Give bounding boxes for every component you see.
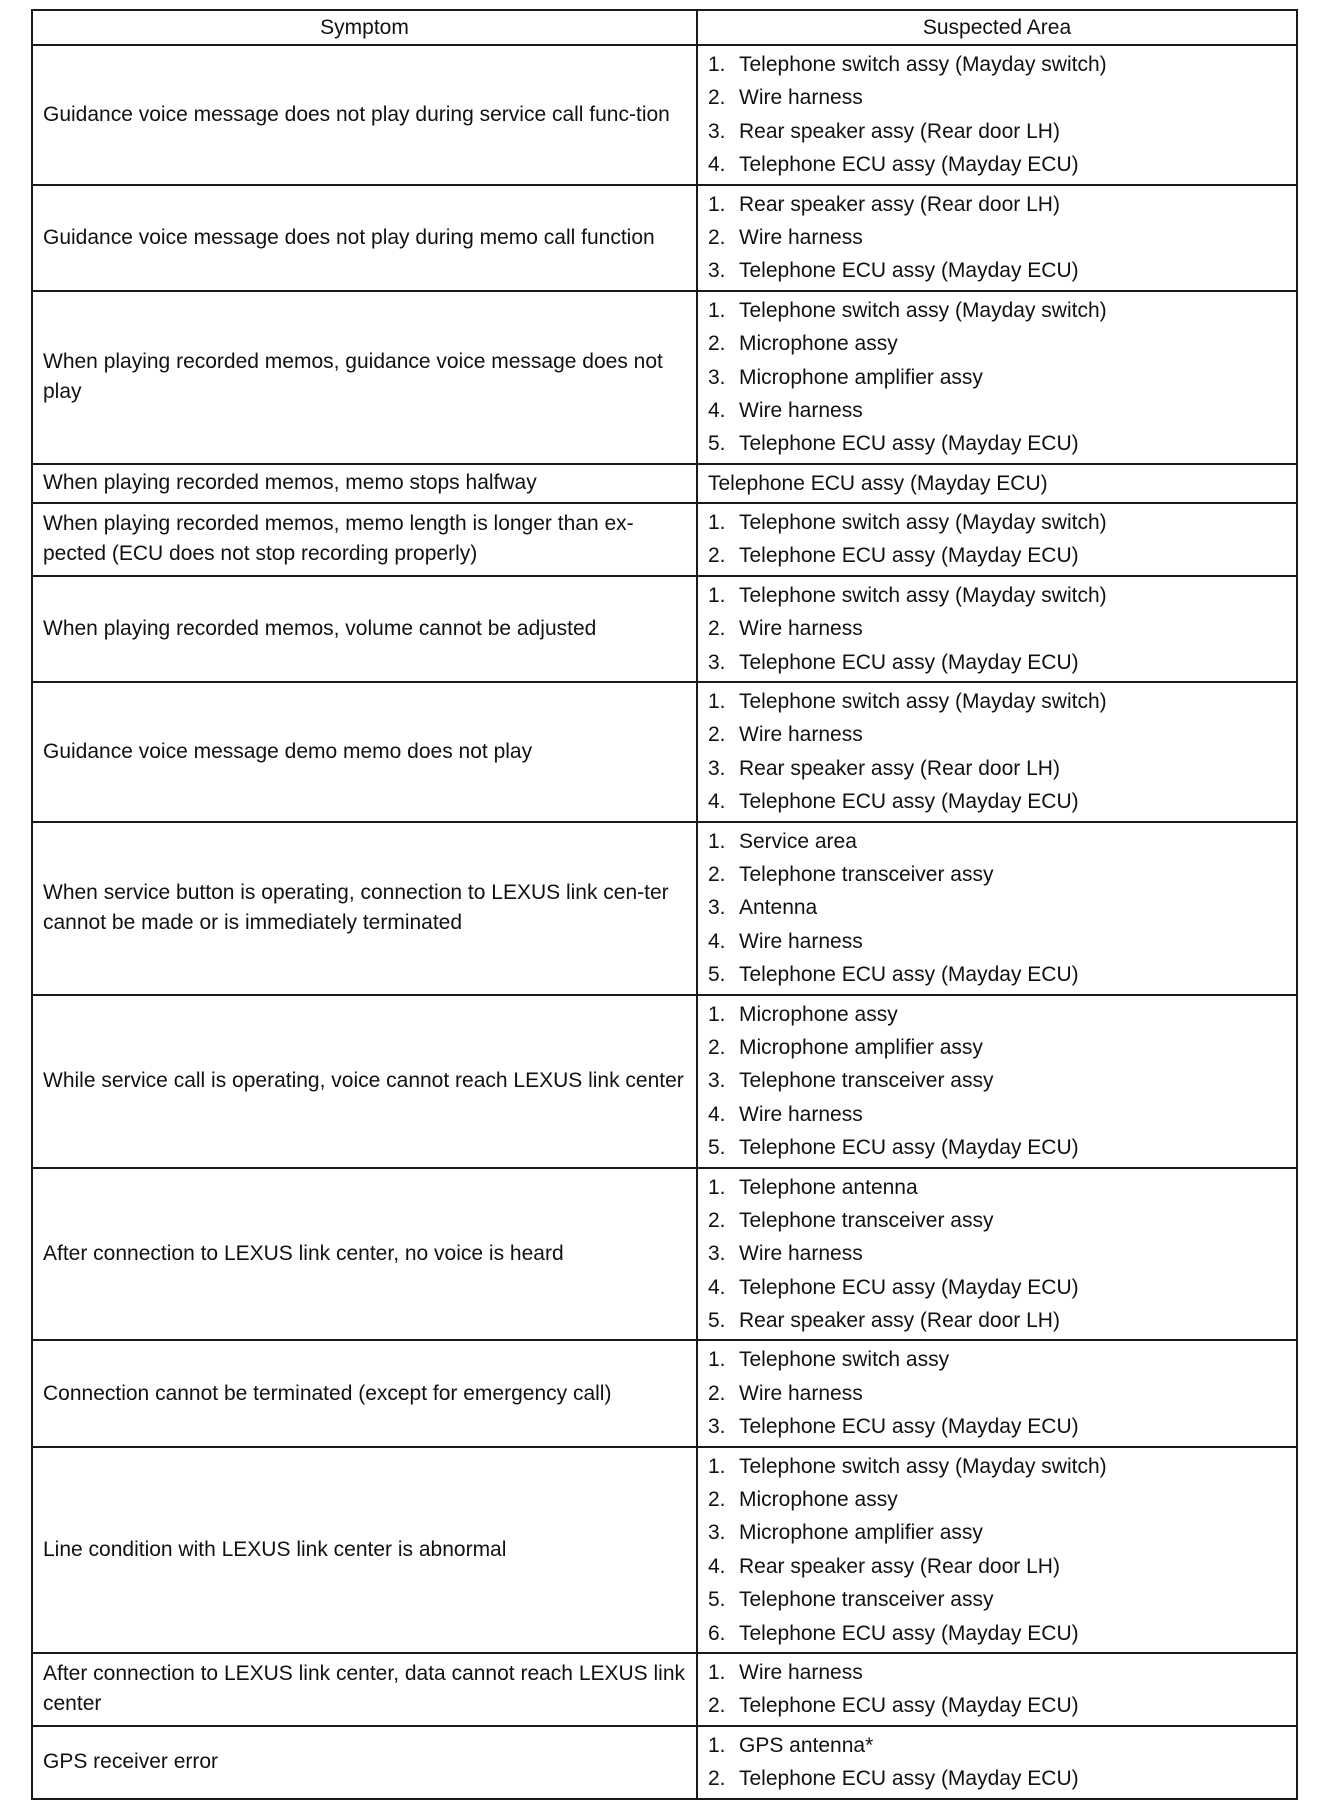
item-number: 1. — [708, 829, 726, 853]
item-number: 2. — [708, 1035, 726, 1059]
suspected-area-text: Wire harness — [739, 1102, 863, 1126]
suspected-area-item — [708, 467, 1288, 500]
suspected-area-item — [708, 1171, 1288, 1204]
suspected-area-text: Telephone ECU assy (Mayday ECU) — [739, 650, 1079, 674]
suspected-area-text: Telephone ECU assy (Mayday ECU) — [739, 963, 1079, 987]
suspected-area-cell — [697, 995, 1297, 1168]
item-number: 3. — [708, 650, 726, 674]
suspected-area-cell — [697, 1726, 1297, 1799]
symptom-cell: Guidance voice message demo memo does not play — [32, 682, 697, 822]
suspected-area-text: Wire harness — [739, 398, 863, 422]
suspected-area-item — [708, 506, 1288, 539]
item-number: 2. — [708, 723, 726, 747]
symptom-cell: After connection to LEXUS link center, data cannot reach LEXUS link center — [32, 1653, 697, 1726]
item-number: 1. — [708, 1660, 726, 1684]
suspected-area-text: Telephone switch assy (Mayday switch) — [739, 511, 1107, 535]
suspected-area-item — [708, 188, 1288, 221]
table-row — [32, 1653, 1297, 1726]
item-number: 4. — [708, 1554, 726, 1578]
suspected-area-item — [708, 1204, 1288, 1237]
suspected-area-cell — [697, 464, 1297, 503]
suspected-area-cell — [697, 185, 1297, 291]
item-number: 2. — [708, 86, 726, 110]
symptom-cell: When playing recorded memos, volume cannot be adjusted — [32, 576, 697, 682]
table-row — [32, 822, 1297, 995]
suspected-area-item — [708, 361, 1288, 394]
suspected-area-item — [708, 752, 1288, 785]
item-number: 4. — [708, 398, 726, 422]
suspected-area-cell — [697, 1340, 1297, 1446]
suspected-area-item — [708, 1064, 1288, 1097]
table-row — [32, 1726, 1297, 1799]
suspected-area-text: Rear speaker assy (Rear door LH) — [739, 192, 1060, 216]
suspected-area-item — [708, 1031, 1288, 1064]
suspected-area-item — [708, 1343, 1288, 1376]
table-row — [32, 1340, 1297, 1446]
item-number: 5. — [708, 1309, 726, 1333]
suspected-area-item — [708, 785, 1288, 818]
suspected-area-text: Wire harness — [739, 617, 863, 641]
symptom-column-header: Symptom — [32, 10, 697, 45]
table-row — [32, 995, 1297, 1168]
suspected-area-item — [708, 1550, 1288, 1583]
suspected-area-item — [708, 394, 1288, 427]
suspected-area-item — [708, 1483, 1288, 1516]
suspected-area-cell — [697, 503, 1297, 576]
item-number: 5. — [708, 432, 726, 456]
suspected-area-item — [708, 891, 1288, 924]
suspected-area-item — [708, 718, 1288, 751]
suspected-area-item — [708, 148, 1288, 181]
suspected-area-text: Rear speaker assy (Rear door LH) — [739, 1554, 1060, 1578]
item-number: 2. — [708, 332, 726, 356]
suspected-area-text: Telephone switch assy — [739, 1348, 950, 1372]
table-row — [32, 503, 1297, 576]
item-number: 1. — [708, 1175, 726, 1199]
suspected-area-item — [708, 1271, 1288, 1304]
suspected-area-text: Microphone amplifier assy — [739, 1035, 983, 1059]
suspected-area-text: Telephone ECU assy (Mayday ECU) — [739, 790, 1079, 814]
item-number: 1. — [708, 1733, 726, 1757]
item-number: 5. — [708, 1588, 726, 1612]
suspected-area-text: Rear speaker assy (Rear door LH) — [739, 1309, 1060, 1333]
suspected-area-text: Telephone switch assy (Mayday switch) — [739, 1454, 1107, 1478]
symptom-cell: After connection to LEXUS link center, no voice is heard — [32, 1168, 697, 1341]
item-number: 1. — [708, 192, 726, 216]
suspected-area-cell — [697, 1168, 1297, 1341]
item-number: 4. — [708, 790, 726, 814]
suspected-area-item — [708, 1656, 1288, 1689]
suspected-area-cell — [697, 1447, 1297, 1653]
suspected-area-item — [708, 1729, 1288, 1762]
item-number: 1. — [708, 1002, 726, 1026]
item-number: 2. — [708, 1767, 726, 1791]
suspected-area-text: Telephone transceiver assy — [739, 1588, 994, 1612]
suspected-area-text: Rear speaker assy (Rear door LH) — [739, 756, 1060, 780]
symptom-cell: When service button is operating, connection to LEXUS link cen-ter cannot be made or is immediately terminated — [32, 822, 697, 995]
symptom-cell: Line condition with LEXUS link center is abnormal — [32, 1447, 697, 1653]
symptom-cell: When playing recorded memos, memo stops halfway — [32, 464, 697, 503]
suspected-area-text: Telephone ECU assy (Mayday ECU) — [708, 471, 1048, 495]
symptom-cell: When playing recorded memos, guidance voice message does not play — [32, 291, 697, 464]
suspected-area-item — [708, 1450, 1288, 1483]
suspected-area-text: Antenna — [739, 896, 818, 920]
table-row — [32, 291, 1297, 464]
suspected-area-text: Telephone transceiver assy — [739, 862, 994, 886]
suspected-area-text: Telephone ECU assy (Mayday ECU) — [739, 1415, 1079, 1439]
suspected-area-item — [708, 1516, 1288, 1549]
item-number: 2. — [708, 544, 726, 568]
suspected-area-text: Telephone switch assy (Mayday switch) — [739, 53, 1107, 76]
suspected-area-item — [708, 1617, 1288, 1650]
suspected-area-cell — [697, 291, 1297, 464]
item-number: 2. — [708, 1208, 726, 1232]
item-number: 3. — [708, 365, 726, 389]
suspected-area-item — [708, 958, 1288, 991]
table-row — [32, 682, 1297, 822]
suspected-area-text: Telephone ECU assy (Mayday ECU) — [739, 1767, 1079, 1791]
suspected-area-text: Wire harness — [739, 1660, 863, 1684]
item-number: 2. — [708, 1381, 726, 1405]
item-number: 1. — [708, 1454, 726, 1478]
suspected-area-text: Telephone switch assy (Mayday switch) — [739, 690, 1107, 714]
item-number: 1. — [708, 690, 726, 714]
suspected-area-item — [708, 1410, 1288, 1443]
suspected-area-text: Microphone amplifier assy — [739, 365, 983, 389]
header-row — [32, 10, 1297, 45]
table-row — [32, 1168, 1297, 1341]
suspected-area-text: Microphone amplifier assy — [739, 1521, 983, 1545]
item-number: 6. — [708, 1621, 726, 1645]
table-row — [32, 185, 1297, 291]
suspected-area-text: Wire harness — [739, 1242, 863, 1266]
suspected-area-text: Telephone switch assy (Mayday switch) — [739, 583, 1107, 607]
suspected-area-item — [708, 81, 1288, 114]
item-number: 2. — [708, 862, 726, 886]
suspected-area-text: Telephone ECU assy (Mayday ECU) — [739, 1694, 1079, 1718]
suspected-area-text: Telephone transceiver assy — [739, 1208, 994, 1232]
suspected-area-item — [708, 48, 1288, 81]
suspected-area-item — [708, 612, 1288, 645]
item-number: 2. — [708, 1488, 726, 1512]
item-number: 4. — [708, 1102, 726, 1126]
item-number: 4. — [708, 153, 726, 177]
suspected-area-item — [708, 646, 1288, 679]
suspected-area-item — [708, 1237, 1288, 1270]
suspected-area-text: Telephone transceiver assy — [739, 1069, 994, 1093]
suspected-area-item — [708, 998, 1288, 1031]
suspected-area-item — [708, 539, 1288, 572]
item-number: 3. — [708, 119, 726, 143]
suspected-area-text: Telephone ECU assy (Mayday ECU) — [739, 1275, 1079, 1299]
suspected-area-text: Telephone switch assy (Mayday switch) — [739, 298, 1107, 322]
symptom-cell: While service call is operating, voice cannot reach LEXUS link center — [32, 995, 697, 1168]
suspected-area-item — [708, 1689, 1288, 1722]
suspected-area-text: Telephone ECU assy (Mayday ECU) — [739, 153, 1079, 177]
suspected-area-item — [708, 1377, 1288, 1410]
item-number: 3. — [708, 1415, 726, 1439]
suspected-area-item — [708, 1098, 1288, 1131]
suspected-area-item — [708, 327, 1288, 360]
item-number: 4. — [708, 929, 726, 953]
suspected-area-cell — [697, 1653, 1297, 1726]
symptom-cell: Guidance voice message does not play during memo call function — [32, 185, 697, 291]
suspected-area-text: Wire harness — [739, 723, 863, 747]
item-number: 1. — [708, 511, 726, 535]
suspected-area-text: Wire harness — [739, 929, 863, 953]
suspected-area-item — [708, 1304, 1288, 1337]
suspected-area-item — [708, 294, 1288, 327]
item-number: 5. — [708, 963, 726, 987]
suspected-area-cell — [697, 576, 1297, 682]
suspected-area-column-header: Suspected Area — [697, 10, 1297, 45]
table-row — [32, 45, 1297, 185]
item-number: 3. — [708, 1069, 726, 1093]
suspected-area-text: Microphone assy — [739, 332, 898, 356]
table-row — [32, 576, 1297, 682]
item-number: 1. — [708, 583, 726, 607]
table-row — [32, 464, 1297, 503]
suspected-area-item — [708, 254, 1288, 287]
suspected-area-text: Wire harness — [739, 225, 863, 249]
item-number: 3. — [708, 1242, 726, 1266]
suspected-area-text: Service area — [739, 829, 857, 853]
symptom-cell: When playing recorded memos, memo length is longer than ex-pected (ECU does not stop recording properly) — [32, 503, 697, 576]
suspected-area-cell — [697, 45, 1297, 185]
suspected-area-item — [708, 115, 1288, 148]
item-number: 2. — [708, 225, 726, 249]
suspected-area-item — [708, 1583, 1288, 1616]
suspected-area-item — [708, 1762, 1288, 1795]
suspected-area-text: Telephone antenna — [739, 1175, 918, 1199]
item-number: 3. — [708, 259, 726, 283]
item-number: 4. — [708, 1275, 726, 1299]
symptom-cell: GPS receiver error — [32, 1726, 697, 1799]
problem-symptoms-table — [31, 9, 1298, 1800]
item-number: 1. — [708, 298, 726, 322]
item-number: 3. — [708, 1521, 726, 1545]
suspected-area-item — [708, 579, 1288, 612]
suspected-area-text: Rear speaker assy (Rear door LH) — [739, 119, 1060, 143]
suspected-area-cell — [697, 822, 1297, 995]
table-row — [32, 1447, 1297, 1653]
suspected-area-text: Telephone ECU assy (Mayday ECU) — [739, 1136, 1079, 1160]
suspected-area-text: GPS antenna* — [739, 1733, 874, 1757]
symptom-cell: Connection cannot be terminated (except for emergency call) — [32, 1340, 697, 1446]
item-number: 3. — [708, 756, 726, 780]
suspected-area-item — [708, 1131, 1288, 1164]
item-number: 2. — [708, 1694, 726, 1718]
suspected-area-text: Telephone ECU assy (Mayday ECU) — [739, 544, 1079, 568]
suspected-area-text: Wire harness — [739, 86, 863, 110]
symptom-cell: Guidance voice message does not play during service call func-tion — [32, 45, 697, 185]
suspected-area-text: Telephone ECU assy (Mayday ECU) — [739, 259, 1079, 283]
item-number: 2. — [708, 617, 726, 641]
item-number: 3. — [708, 896, 726, 920]
item-number: 1. — [708, 1348, 726, 1372]
item-number: 1. — [708, 53, 726, 76]
suspected-area-item — [708, 858, 1288, 891]
suspected-area-text: Microphone assy — [739, 1488, 898, 1512]
suspected-area-item — [708, 427, 1288, 460]
suspected-area-item — [708, 825, 1288, 858]
suspected-area-item — [708, 221, 1288, 254]
suspected-area-text: Wire harness — [739, 1381, 863, 1405]
suspected-area-text: Telephone ECU assy (Mayday ECU) — [739, 1621, 1079, 1645]
suspected-area-text: Telephone ECU assy (Mayday ECU) — [739, 432, 1079, 456]
item-number: 5. — [708, 1136, 726, 1160]
suspected-area-item — [708, 925, 1288, 958]
suspected-area-cell — [697, 682, 1297, 822]
suspected-area-item — [708, 685, 1288, 718]
suspected-area-text: Microphone assy — [739, 1002, 898, 1026]
